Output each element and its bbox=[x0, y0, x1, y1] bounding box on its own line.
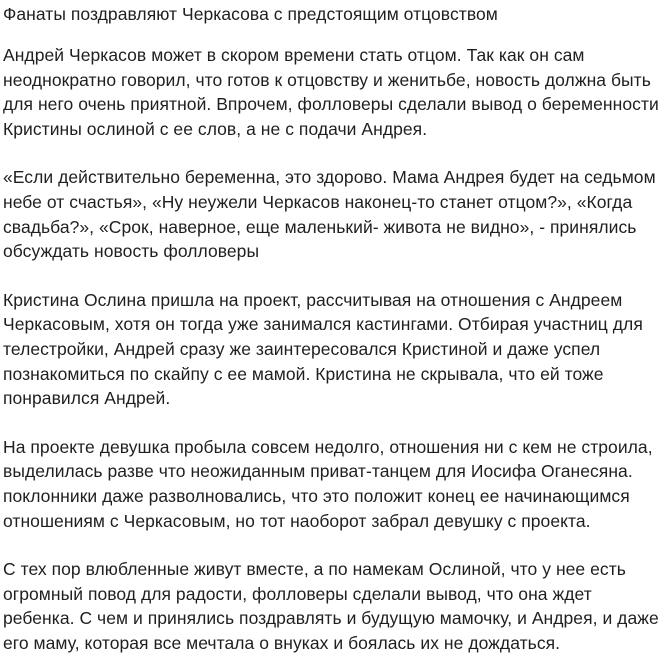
article-paragraph-4: На проекте девушка пробыла совсем недолго, отношения ни с кем не строила, выделилась разве что неожиданным приват-танцем для Иосифа Оганесяна. поклонники даже разволновались, что это положит конец ее начинающимся отношениям с Черкасовым, но тот наоборот забрал девушку с проекта. bbox=[3, 436, 653, 531]
article-paragraph-3: Кристина Ослина пришла на проект, рассчитывая на отношения с Андреем Черкасовым, хотя он тогда уже занимался кастингами. Отбирая участниц для телестройки, Андрей сразу же заинтересовался Кристиной и даже успел познакомиться по скайпу с ее мамой. Кристина не скрывала, что ей тоже понравился Андрей. bbox=[3, 289, 643, 409]
article-paragraph-5: С тех пор влюбленные живут вместе, а по намекам Ослиной, что у нее есть огромный повод для радости, фолловеры сделали вывод, что она ждет ребенка. С чем и принялись поздравлять и будущую мамочку, и Андрея, и даже его маму, которая все мечтала о внуках и боялась их не дождаться. bbox=[3, 559, 659, 653]
article-title: Фанаты поздравляют Черкасова с предстоящим отцовством bbox=[3, 4, 498, 24]
article-paragraph-1: Андрей Черкасов может в скором времени стать отцом. Так как он сам неоднократно говорил, что готов к отцовству и женитьбе, новость должна быть для него очень приятной. Впрочем, фолловеры сделали вывод о беременности Кристины ослиной с ее слов, а не с подачи Андрея. bbox=[3, 45, 659, 139]
article-paragraph-2: «Если действительно беременна, это здорово. Мама Андрея будет на седьмом небе от счастья», «Ну неужели Черкасов наконец-то станет отцом?», «Когда свадьба?», «Срок, наверное, еще маленький- живота не видно», - принялись обсуждать новость фолловеры bbox=[3, 167, 656, 262]
